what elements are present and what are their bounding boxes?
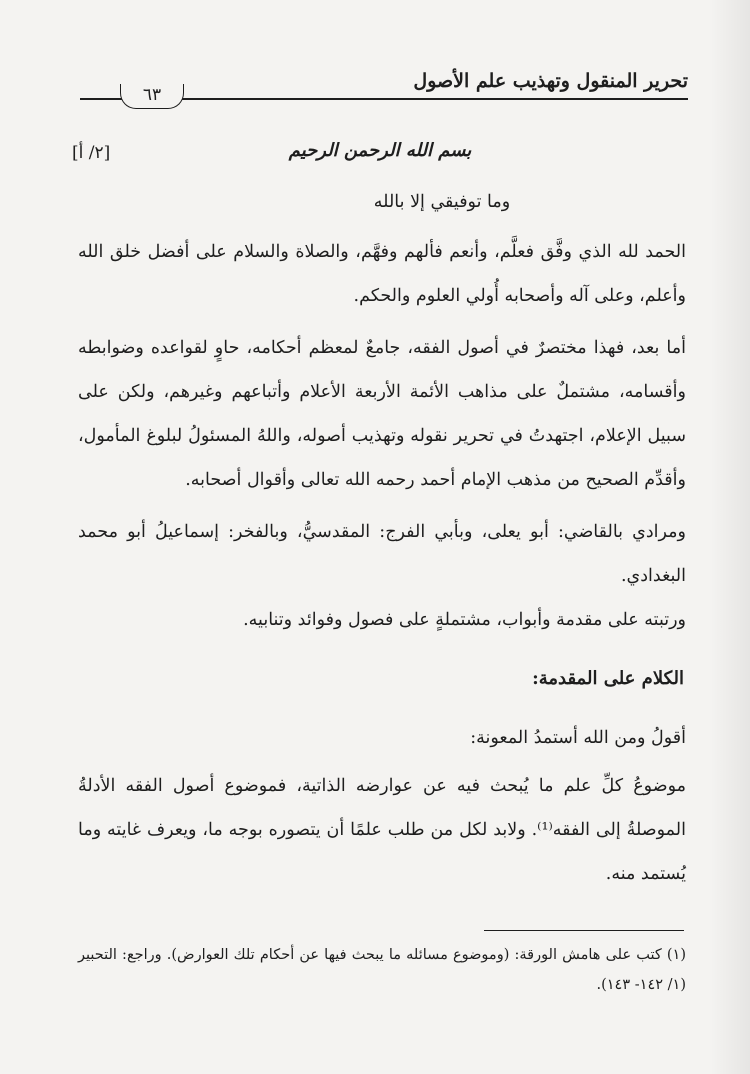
running-header-title: تحرير المنقول وتهذيب علم الأصول	[413, 70, 688, 92]
page-number: ٦٣	[120, 84, 184, 109]
footnote: (١) كتب على هامش الورقة: (وموضوع مسائله ما يبحث فيها عن أحكام تلك العوارض). وراجع: التحبير (١/ ١٤٢- ١٤٣).	[78, 947, 686, 993]
intro-paragraphs	[78, 230, 686, 642]
paragraph: موضوعُ كلِّ علم ما يُبحث فيه عن عوارضه الذاتية، فموضوع أصول الفقه الأدلةُ الموصلةُ إلى الفقه⁽¹⁾. ولابد لكل من طلب علمًا أن يتصوره بوجه ما، ويعرف غايته وما يُستمد منه.	[78, 776, 686, 884]
footnote-rule	[484, 930, 684, 931]
opening-line	[78, 180, 746, 224]
paragraph: أما بعد، فهذا مختصرٌ في أصول الفقه، جامعٌ لمعظم أحكامه، حاوٍ لقواعده وضوابطه وأقسامه، مشتملٌ على مذاهب الأئمة الأربعة الأعلام وأتباعهم وغيرهم، ولكن على سبيل الإعلام، اجتهدتُ في تحرير نقوله وتهذيب أصوله، واللهُ المسئولُ لبلوغ المأمول، وأقدِّم الصحيح من مذهب الإمام أحمد رحمه الله تعالى وأقوال أصحابه.	[78, 338, 686, 490]
paragraph: الحمد لله الذي وفَّق فعلَّم، وأنعم فألهم وفهَّم، والصلاة والسلام على أفضل خلق الله وأعلم، وعلى آله وأصحابه أُولي العلوم والحكم.	[78, 242, 686, 306]
section-heading: الكلام على المقدمة:	[532, 668, 684, 689]
page-edge-shadow	[710, 0, 750, 1074]
manuscript-folio-marker: [٢/ أ]	[72, 143, 111, 163]
paragraph: ومرادي بالقاضي: أبو يعلى، وبأبي الفرج: المقدسيُّ، وبالفخر: إسماعيلُ أبو محمد البغدادي.	[78, 522, 686, 586]
paragraph: أقولُ ومن الله أستمدُ المعونة:	[470, 728, 686, 748]
paragraph: ورتبته على مقدمة وأبواب، مشتملةٍ على فصول وفوائد وتنابيه.	[243, 610, 686, 630]
section-paragraphs	[78, 716, 686, 896]
basmala: بسم الله الرحمن الرحيم	[288, 140, 472, 161]
running-header	[80, 70, 688, 110]
opening-text: وما توفيقي إلا بالله	[373, 192, 511, 212]
